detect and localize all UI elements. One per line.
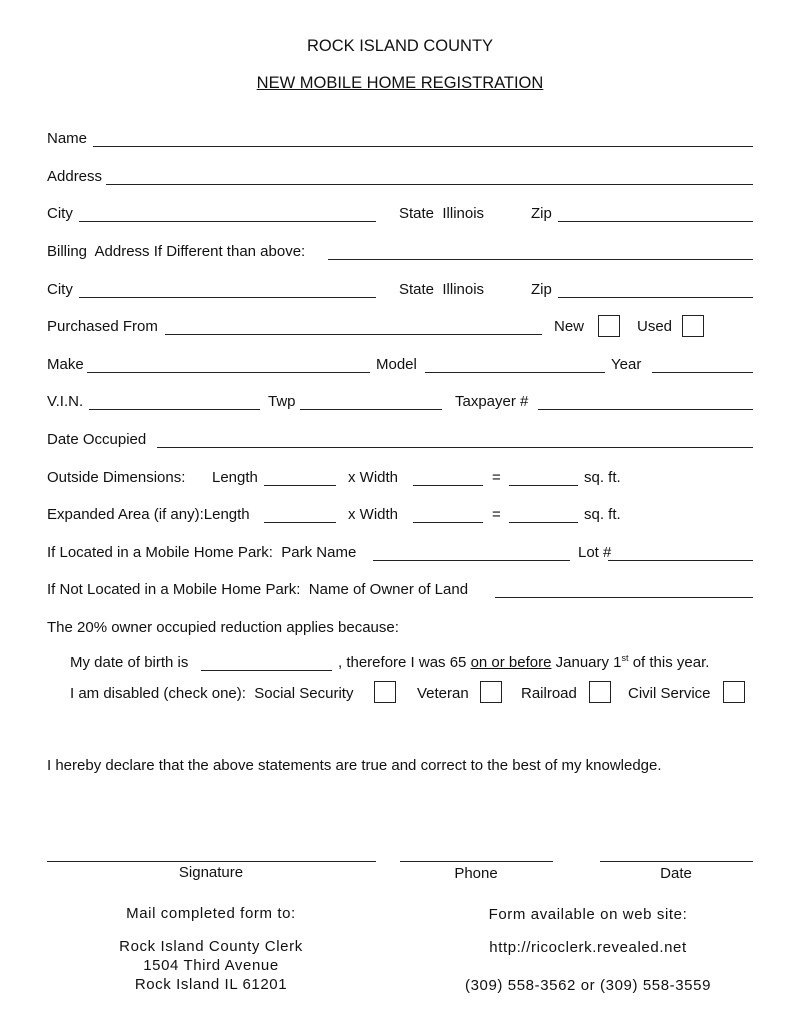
land-owner-field[interactable]: [495, 597, 753, 598]
model-label: Model: [376, 356, 417, 373]
park-name-field[interactable]: [373, 560, 570, 561]
railroad-label: Railroad: [521, 685, 577, 702]
dob-label: My date of birth is: [70, 654, 189, 671]
address-label: Address: [47, 168, 103, 185]
year-field[interactable]: [652, 372, 753, 373]
veteran-label: Veteran: [417, 685, 469, 702]
address-field[interactable]: [106, 184, 753, 185]
outside-length-field[interactable]: [264, 485, 336, 486]
expanded-area-label: Expanded Area (if any):Length: [47, 506, 250, 523]
model-field[interactable]: [425, 372, 605, 373]
outside-dimensions-label: Outside Dimensions:: [47, 469, 186, 486]
clerk-city: Rock Island IL 61201: [134, 976, 288, 993]
billing-city-field[interactable]: [79, 297, 376, 298]
expanded-length-field[interactable]: [264, 522, 336, 523]
width-label: x Width: [348, 469, 399, 486]
disabled-label: I am disabled (check one): Social Security: [70, 685, 354, 702]
expanded-width-field[interactable]: [413, 522, 483, 523]
civil-service-label: Civil Service: [628, 685, 711, 702]
form-title: NEW MOBILE HOME REGISTRATION: [256, 74, 544, 92]
date-occupied-label: Date Occupied: [47, 431, 147, 448]
new-checkbox[interactable]: [598, 315, 620, 337]
length-label: Length: [212, 469, 258, 486]
dob-field[interactable]: [201, 670, 332, 671]
billing-address-label: Billing Address If Different than above:: [47, 243, 306, 260]
date-label: Date: [660, 865, 692, 882]
taxpayer-field[interactable]: [538, 409, 753, 410]
billing-address-field[interactable]: [328, 259, 753, 260]
zip-label: Zip: [531, 205, 552, 222]
outside-area-field[interactable]: [509, 485, 578, 486]
city-field[interactable]: [79, 221, 376, 222]
phone-field[interactable]: [400, 861, 553, 862]
taxpayer-label: Taxpayer #: [455, 393, 529, 410]
twp-field[interactable]: [300, 409, 442, 410]
equals-label: =: [492, 469, 501, 486]
signature-field[interactable]: [47, 861, 376, 862]
lot-label: Lot #: [578, 544, 612, 561]
city-label: City: [47, 205, 73, 222]
new-label: New: [554, 318, 585, 335]
lot-field[interactable]: [608, 560, 753, 561]
website-link[interactable]: http://ricoclerk.revealed.net: [489, 939, 687, 956]
park-name-label: If Located in a Mobile Home Park: Park Name: [47, 544, 357, 561]
state-label: State Illinois: [399, 205, 485, 222]
veteran-checkbox[interactable]: [480, 681, 502, 703]
purchased-from-label: Purchased From: [47, 318, 158, 335]
year-label: Year: [611, 356, 642, 373]
civil-service-checkbox[interactable]: [723, 681, 745, 703]
expanded-equals-label: =: [492, 506, 501, 523]
expanded-area-field[interactable]: [509, 522, 578, 523]
contact-phones: (309) 558-3562 or (309) 558-3559: [464, 977, 712, 994]
dob-statement: , therefore I was 65 on or before January 1st of this year.: [338, 653, 710, 671]
clerk-name: Rock Island County Clerk: [119, 938, 303, 955]
expanded-width-label: x Width: [348, 506, 399, 523]
zip-field[interactable]: [558, 221, 753, 222]
reduction-intro: The 20% owner occupied reduction applies because:: [47, 619, 399, 636]
name-field[interactable]: [93, 146, 753, 147]
used-label: Used: [637, 318, 673, 335]
name-label: Name: [47, 130, 88, 147]
expanded-sqft-label: sq. ft.: [584, 506, 621, 523]
railroad-checkbox[interactable]: [589, 681, 611, 703]
billing-zip-field[interactable]: [558, 297, 753, 298]
web-label: Form available on web site:: [488, 906, 688, 923]
signature-label: Signature: [178, 864, 244, 881]
declaration-text: I hereby declare that the above statements are true and correct to the best of my knowledge.: [47, 757, 662, 774]
vin-field[interactable]: [89, 409, 260, 410]
twp-label: Twp: [268, 393, 296, 410]
date-occupied-field[interactable]: [157, 447, 753, 448]
clerk-street: 1504 Third Avenue: [143, 957, 279, 974]
make-field[interactable]: [87, 372, 370, 373]
land-owner-label: If Not Located in a Mobile Home Park: Name of Owner of Land: [47, 581, 469, 598]
outside-width-field[interactable]: [413, 485, 483, 486]
vin-label: V.I.N.: [47, 393, 84, 410]
social-security-checkbox[interactable]: [374, 681, 396, 703]
purchased-from-field[interactable]: [165, 334, 542, 335]
billing-state-label: State Illinois: [399, 281, 485, 298]
mail-label: Mail completed form to:: [126, 905, 296, 922]
sqft-label: sq. ft.: [584, 469, 621, 486]
billing-zip-label: Zip: [531, 281, 552, 298]
phone-label: Phone: [454, 865, 498, 882]
make-label: Make: [47, 356, 84, 373]
county-heading: ROCK ISLAND COUNTY: [306, 37, 494, 55]
billing-city-label: City: [47, 281, 73, 298]
used-checkbox[interactable]: [682, 315, 704, 337]
date-field[interactable]: [600, 861, 753, 862]
